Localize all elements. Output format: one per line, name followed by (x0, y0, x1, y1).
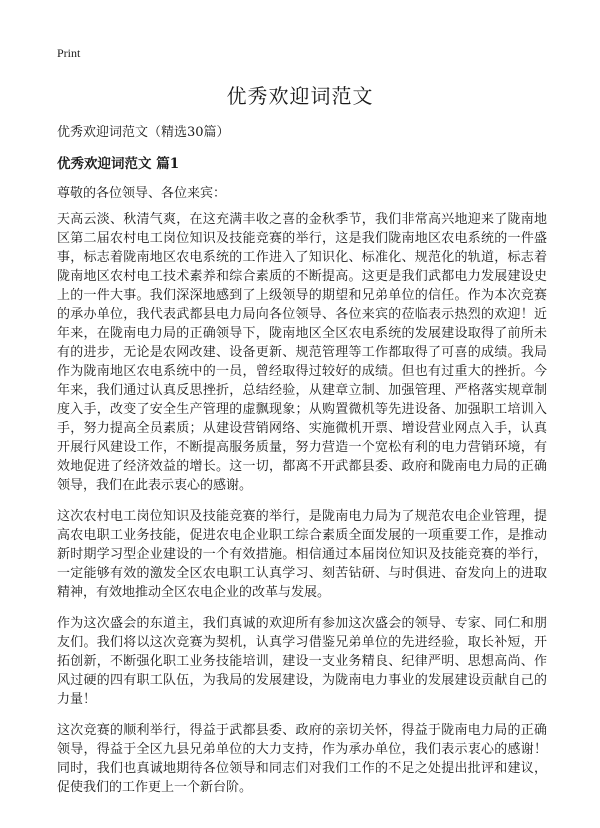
section-heading: 优秀欢迎词范文 篇1 (57, 156, 180, 172)
paragraph-2: 这次农村电工岗位知识及技能竞赛的举行，是陇南电力局为了规范农电企业管理，提高农电职工业务技能，促进农电企业职工综合素质全面发展的一项重要工作，是推动新时期学习型企业建设的一个有效措施。相信通过本届岗位知识及技能竞赛的举行，一定能够有效的激发全区农电职工认真学习、刻苦钻研、与时俱进、奋发向上的进取精神，有效地推动全区农电企业的改革与发展。 (57, 509, 547, 600)
page-title: 优秀欢迎词范文 (226, 84, 374, 108)
print-link[interactable]: Print (57, 46, 81, 60)
paragraph-3: 作为这次盛会的东道主，我们真诚的欢迎所有参加这次盛会的领导、专家、同仁和朋友们。我们将以这次竞赛为契机，认真学习借鉴兄弟单位的先进经验，取长补短，开拓创新，不断强化职工业务技能培训，建设一支业务精良、纪律严明、思想高尚、作风过硬的四有职工队伍，为我局的发展建设，为陇南电力事业的发展建设贡献自己的力量！ (57, 616, 547, 707)
paragraph-4: 这次竞赛的顺利举行，得益于武都县委、政府的亲切关怀，得益于陇南电力局的正确领导，得益于全区九县兄弟单位的大力支持，作为承办单位，我们表示衷心的感谢！同时，我们也真诚地期待各位领导和同志们对我们工作的不足之处提出批评和建议，促使我们的工作更上一个新台阶。 (57, 723, 547, 795)
body-text (57, 210, 547, 809)
paragraph-1: 天高云淡、秋清气爽，在这充满丰收之喜的金秋季节，我们非常高兴地迎来了陇南地区第二届农村电工岗位知识及技能竞赛的举行，这是我们陇南地区农电系统的一件盛事，标志着陇南地区农电系统的工作进入了知识化、标准化、规范化的轨道，标志着陇南地区农村电工技术素养和综合素质的不断提高。这更是我们武都电力发展建设史上的一件大事。我们深深地感到了上级领导的期望和兄弟单位的信任。作为本次竞赛的承办单位，我代表武都县电力局向各位领导、各位来宾的莅临表示热烈的欢迎！近年来，在陇南电力局的正确领导下，陇南地区全区农电系统的发展建设取得了前所未有的进步，无论是农网改建、设备更新、规范管理等工作都取得了可喜的成绩。我局作为陇南地区农电系统中的一员，曾经取得过较好的成绩。但也有过重大的挫折。今年来，我们通过认真反思挫折，总结经验，从建章立制、加强管理、严格落实规章制度入手，改变了安全生产管理的虚飘现象；从购置微机等先进设备、加强职工培训入手，努力提高全员素质；从建设营销网络、实施微机开票、增设营业网点入手，认真开展行风建设工作，不断提高服务质量，努力营造一个宽松有利的电力营销环境，有效地促进了经济效益的增长。这一切，都离不开武都县委、政府和陇南电力局的正确领导，我们在此表示衷心的感谢。 (57, 212, 547, 493)
salutation-line: 尊敬的各位领导、各位来宾： (57, 186, 227, 201)
document-subtitle: 优秀欢迎词范文（精选30篇） (57, 125, 230, 140)
